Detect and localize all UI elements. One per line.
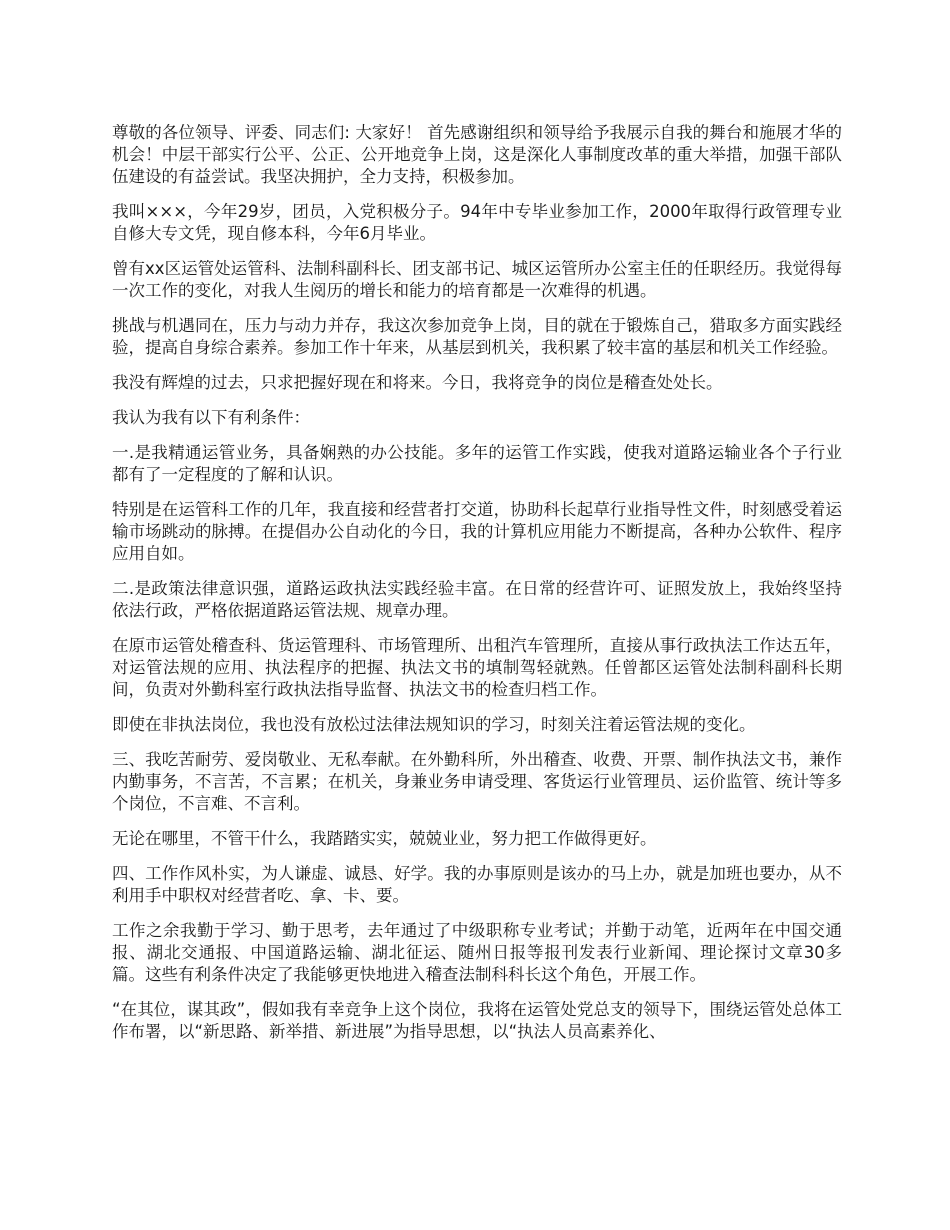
paragraph-6: 我认为我有以下有利条件： [112, 408, 310, 427]
paragraph-15: 工作之余我勤于学习、勤于思考，去年通过了中级职称专业考试；并勤于动笔，近两年在中国交通报、湖北交通报、中国道路运输、湖北征运、随州日报等报刊发表行业新闻、理论探讨文章30多篇。这些有利条件决定了我能够更快地进入稽查法制科科长这个角色，开展工作。 [112, 921, 842, 984]
paragraph-8: 特别是在运管科工作的几年，我直接和经营者打交道，协助科长起草行业指导性文件，时刻感受着运输市场跳动的脉搏。在提倡办公自动化的今日，我的计算机应用能力不断提高，各种办公软件、程序应用自如。 [112, 500, 842, 563]
paragraph-7: 一.是我精通运管业务，具备娴熟的办公技能。多年的运管工作实践，使我对道路运输业各个子行业都有了一定程度的了解和认识。 [112, 443, 842, 484]
paragraph-10: 在原市运管处稽查科、货运管理科、市场管理所、出租汽车管理所，直接从事行政执法工作达五年，对运管法规的应用、执法程序的把握、执法文书的填制驾轻就熟。任曾都区运管处法制科副科长期间，负责对外勤科室行政执法指导监督、执法文书的检查归档工作。 [112, 636, 842, 699]
paragraph-2: 我叫×××，今年29岁，团员，入党积极分子。94年中专毕业参加工作，2000年取得行政管理专业自修大专文凭，现自修本科，今年6月毕业。 [112, 202, 842, 243]
document-body [112, 122, 842, 1056]
paragraph-16: “在其位，谋其政”，假如我有幸竞争上这个岗位，我将在运管处党总支的领导下，围绕运管处总体工作布署，以“新思路、新举措、新进展”为指导思想，以“执法人员高素养化、 [112, 1000, 842, 1041]
paragraph-1: 尊敬的各位领导、评委、同志们: 大家好！ 首先感谢组织和领导给予我展示自我的舞台和施展才华的机会！中层干部实行公平、公正、公开地竞争上岗，这是深化人事制度改革的重大举措，加强干部队伍建设的有益尝试。我坚决拥护，全力支持，积极参加。 [112, 123, 842, 186]
paragraph-11: 即使在非执法岗位，我也没有放松过法律法规知识的学习，时刻关注着运管法规的变化。 [112, 715, 756, 734]
paragraph-4: 挑战与机遇同在，压力与动力并存，我这次参加竞争上岗，目的就在于锻炼自己，猎取多方面实践经验，提高自身综合素养。参加工作十年来，从基层到机关，我积累了较丰富的基层和机关工作经验。 [112, 316, 842, 357]
paragraph-12: 三、我吃苦耐劳、爱岗敬业、无私奉献。在外勤科所，外出稽查、收费、开票、制作执法文书，兼作内勤事务，不言苦，不言累；在机关，身兼业务申请受理、客货运行业管理员、运价监管、统计等多个岗位，不言难、不言利。 [112, 750, 842, 813]
paragraph-5: 我没有辉煌的过去，只求把握好现在和将来。今日，我将竞争的岗位是稽查处处长。 [112, 373, 723, 392]
paragraph-9: 二.是政策法律意识强，道路运政执法实践经验丰富。在日常的经营许可、证照发放上，我始终坚持依法行政，严格依据道路运管法规、规章办理。 [112, 579, 842, 620]
paragraph-13: 无论在哪里，不管干什么，我踏踏实实，兢兢业业，努力把工作做得更好。 [112, 829, 657, 848]
paragraph-3: 曾有xx区运管处运管科、法制科副科长、团支部书记、城区运管所办公室主任的任职经历。我觉得每一次工作的变化，对我人生阅历的增长和能力的培育都是一次难得的机遇。 [112, 259, 842, 300]
paragraph-14: 四、工作作风朴实，为人谦虚、诚恳、好学。我的办事原则是该办的马上办，就是加班也要办，从不利用手中职权对经营者吃、拿、卡、要。 [112, 864, 842, 905]
